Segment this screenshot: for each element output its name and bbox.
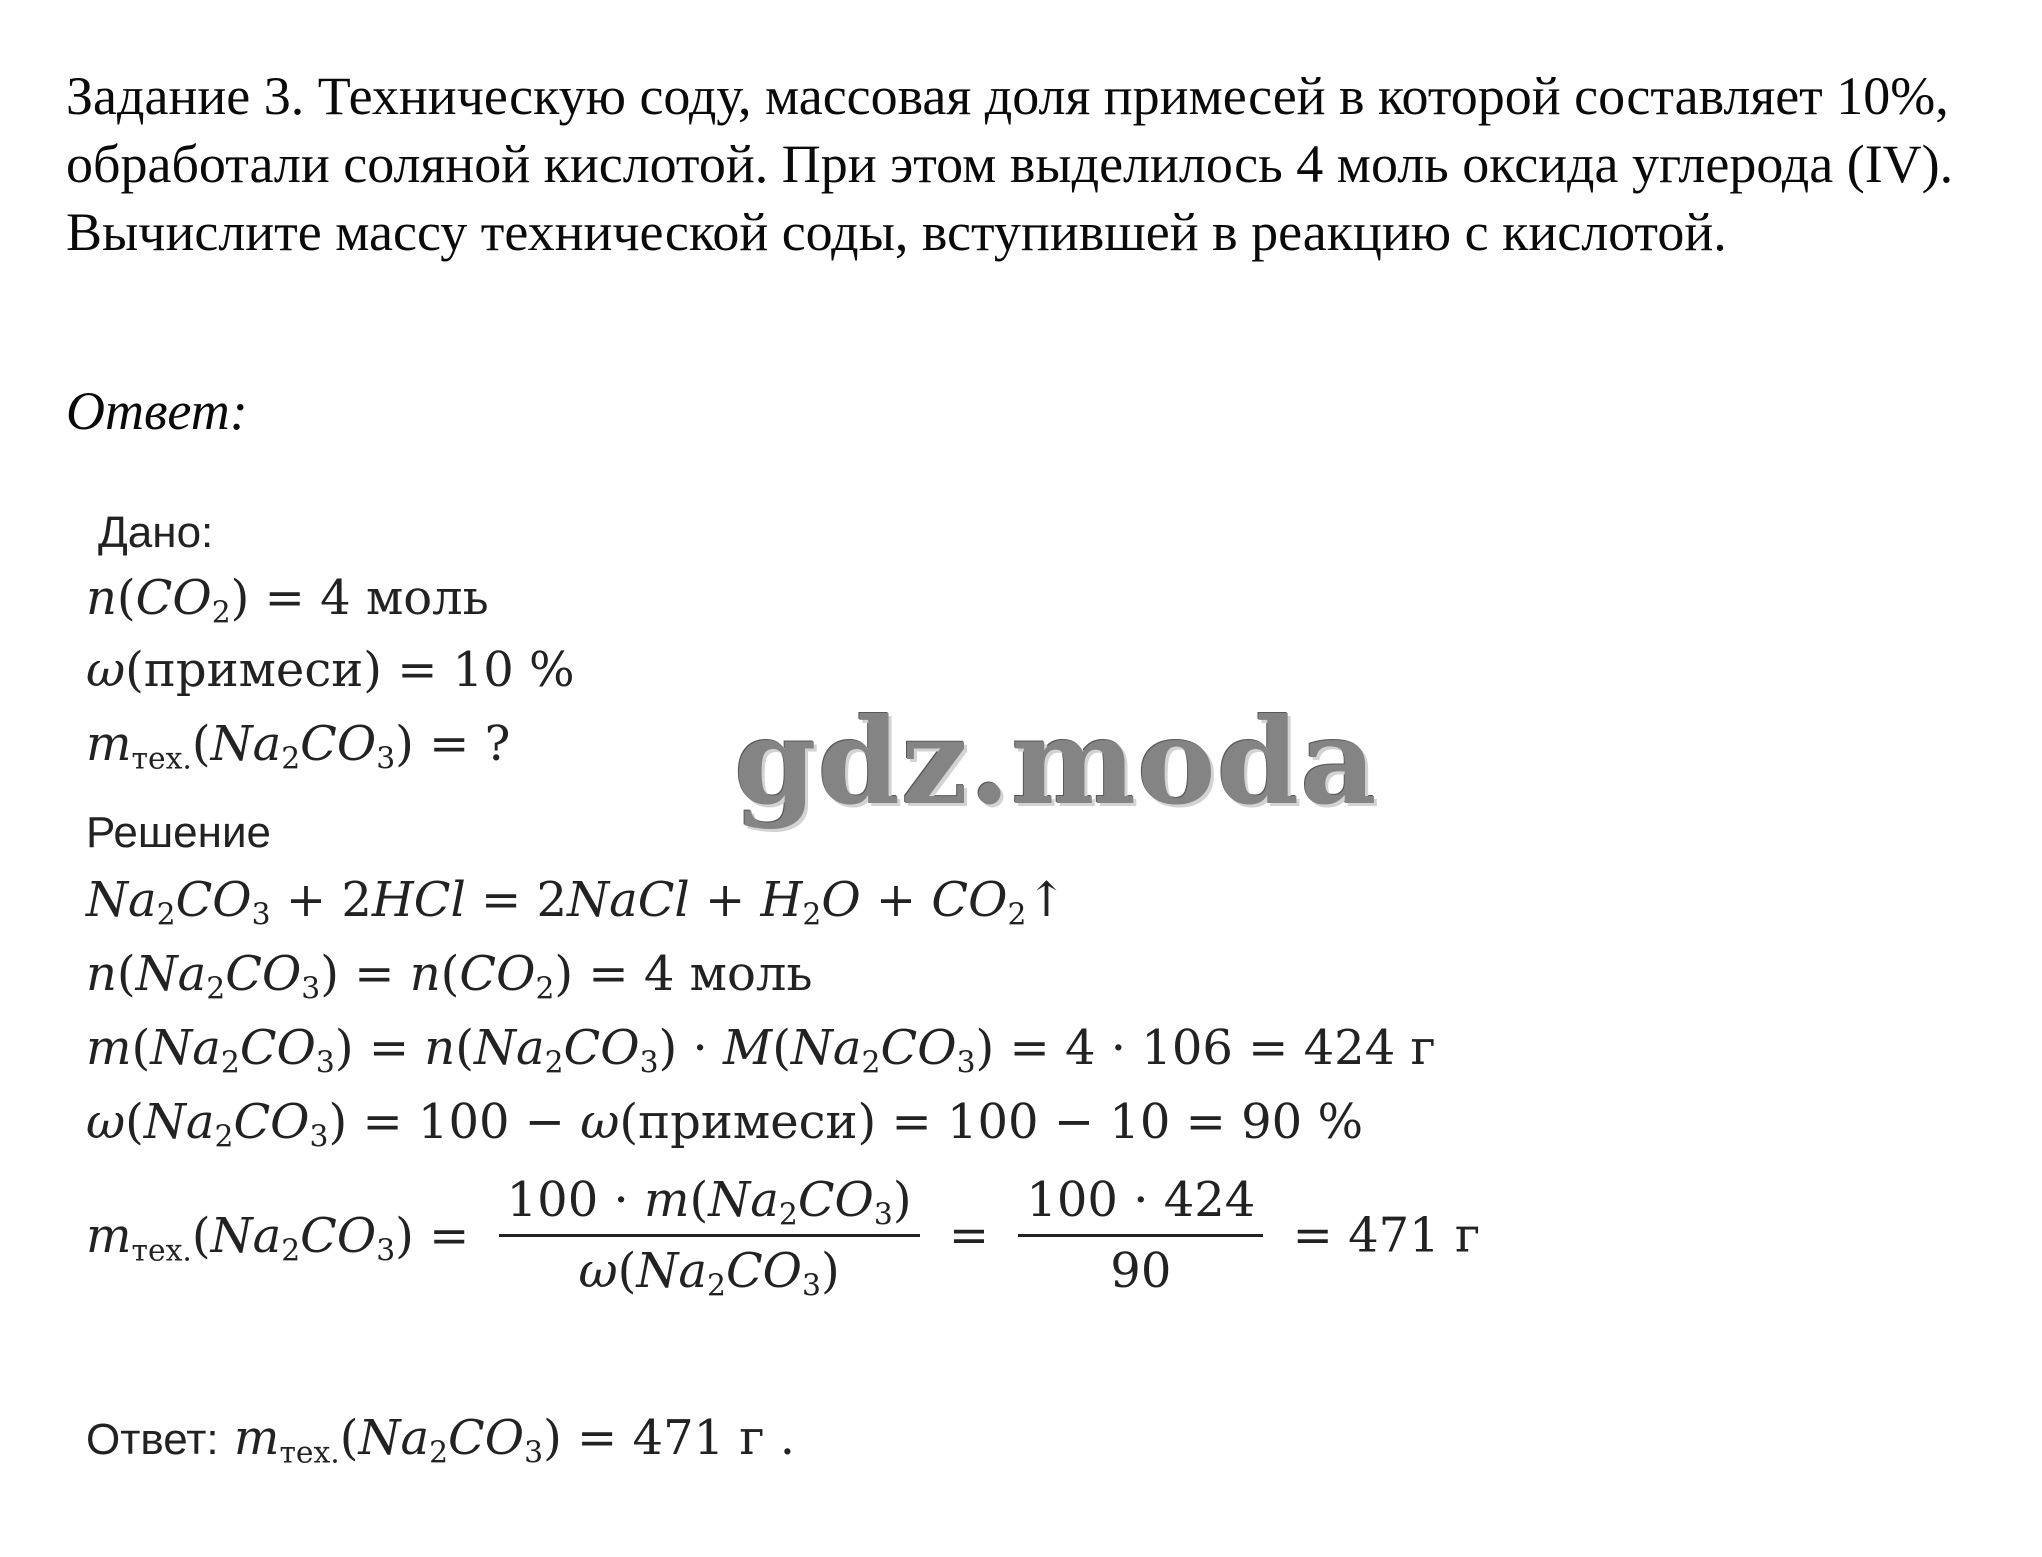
reaction-equation: $Na_2CO_3 + 2HCl$ = 2NaCl + $H_2O$ + $CO_2↑$ xyxy=(86,872,1067,933)
impurity-word: примеси xyxy=(143,642,364,698)
given-impurity: ω(примеси) = 10 % xyxy=(86,642,575,698)
impurity-value: 10 % xyxy=(452,642,575,698)
tech-mass-equation: $m_{тех.}(Na_2CO_3)$ = $\frac{100 \cdot m(Na_2CO_3)}{\omega(Na_2CO_3)}$ = $\frac{100 \cdot 424}{90}$ = 471 г xyxy=(86,1172,1481,1304)
watermark: gdz.moda xyxy=(734,692,1378,831)
tech-mass-result: = 471 г xyxy=(1292,1207,1481,1264)
co2-value: 4 моль xyxy=(320,570,489,626)
moles-value: 4 моль xyxy=(643,946,813,1002)
answer-heading: Ответ: xyxy=(66,381,248,441)
moles-equation: $n(Na_2CO_3) = n(CO_2) = 4$ моль xyxy=(86,946,813,1007)
solution-label: Решение xyxy=(86,808,272,857)
given-unknown: $m_{тех.}(Na_2CO_3)$ = ? xyxy=(86,716,511,777)
given-co2: $n(CO_2) = 4$ моль xyxy=(86,570,489,631)
mass-calc: 4 · 106 = 424 г xyxy=(1064,1020,1436,1076)
unknown-mark: ? xyxy=(484,716,511,772)
fraction-equation: $\omega(Na_2CO_3) = 100$ − ω(примеси) = 100 − 10 = 90 % xyxy=(86,1094,1364,1155)
task-statement: Задание 3. Техническую соду, массовая доля примесей в которой составляет 10%, обработали соляной кислотой. При этом выделилось 4 моль оксида углерода (IV). Вычислите массу технической соды, вступившей в реакцию с кислотой. xyxy=(66,66,1954,262)
fraction-calc: 100 − 10 = 90 % xyxy=(946,1094,1364,1150)
final-value: = 471 г . xyxy=(577,1410,796,1466)
given-label: Дано: xyxy=(98,508,214,557)
tech-subscript: тех. xyxy=(131,741,192,777)
final-label: Ответ: xyxy=(86,1415,219,1464)
fraction-1: $\frac{100 \cdot m(Na_2CO_3)}{\omega(Na_2CO_3)}$ xyxy=(499,1172,920,1299)
mass-equation: $m(Na_2CO_3) = n(Na_2CO_3) \cdot M(Na_2CO_3) = 4 \cdot 106 = 424$ г xyxy=(86,1020,1436,1081)
final-answer: Ответ: $m_{тех.}(Na_2CO_3) = 471$ г . xyxy=(86,1410,796,1471)
fraction-2: $\frac{100 \cdot 424}{90}$ xyxy=(1018,1172,1263,1299)
